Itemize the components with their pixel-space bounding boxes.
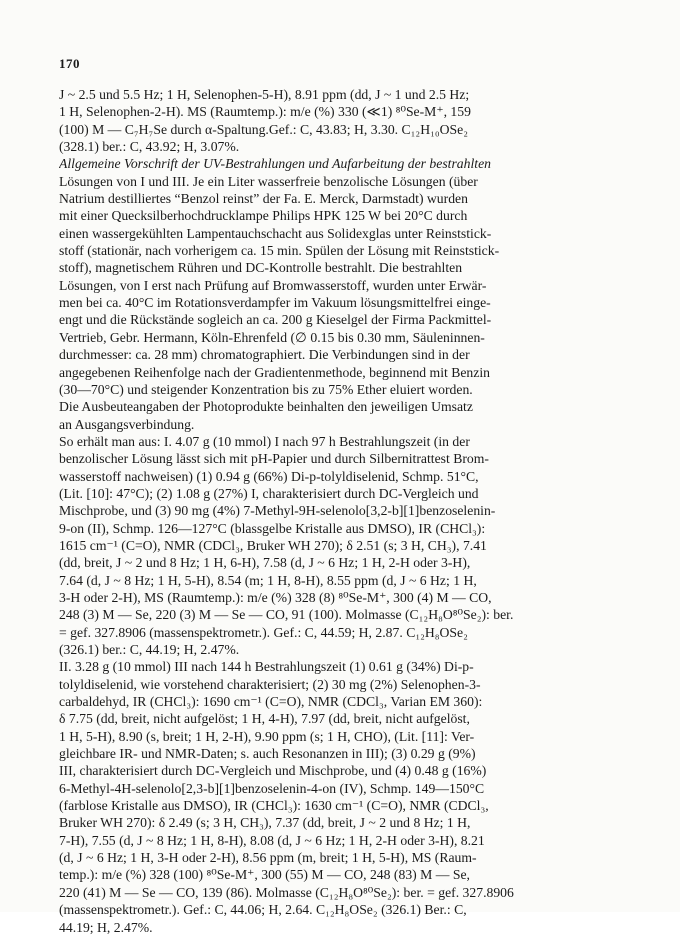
text-line: (100) M — C₇H₇Se durch α-Spaltung.Gef.: C, 43.83; H, 3.30. C₁₂H₁₀OSe₂ <box>59 121 468 137</box>
text-line: stoff), magnetischem Rühren und DC-Kontrolle bestrahlt. Die bestrahlten <box>59 260 463 276</box>
text-line: So erhält man aus: I. 4.07 g (10 mmol) I nach 97 h Bestrahlungszeit (in der <box>59 433 470 449</box>
text-line: stoff (stationär, nach vorherigem ca. 15 min. Spülen der Lösung mit Reinststick- <box>59 243 500 259</box>
page-number: 170 <box>59 56 80 71</box>
text-line: 248 (3) M — Se, 220 (3) M — Se — CO, 91 (100). Molmasse (C₁₂H₈O⁸⁰Se₂): ber. <box>59 607 514 623</box>
text-line: III, charakterisiert durch DC-Vergleich und Mischprobe, und (4) 0.48 g (16%) <box>59 763 487 779</box>
text-line: durchmesser: ca. 28 mm) chromatographiert. Die Verbindungen sind in der <box>59 347 470 363</box>
text-line: temp.): m/e (%) 328 (100) ⁸⁰Se-M⁺, 300 (55) M — CO, 248 (83) M — Se, <box>59 867 470 883</box>
text-line: Natrium destilliertes “Benzol reinst” der Fa. E. Merck, Darmstadt) wurden <box>59 191 468 207</box>
text-line: (dd, breit, J ~ 2 und 8 Hz; 1 H, 6-H), 7.58 (d, J ~ 6 Hz; 1 H, 2-H oder 3-H), <box>59 555 471 571</box>
text-line: (30—70°C) und steigender Konzentration bis zu 75% Ether eluiert worden. <box>59 381 473 397</box>
text-line: II. 3.28 g (10 mmol) III nach 144 h Bestrahlungszeit (1) 0.61 g (34%) Di-p- <box>59 659 474 675</box>
text-line: men bei ca. 40°C im Rotationsverdampfer im Vakuum lösungsmittelfrei einge- <box>59 295 491 311</box>
text-line: an Ausgangsverbindung. <box>59 416 195 432</box>
text-line: (massenspektrometr.). Gef.: C, 44.06; H, 2.64. C₁₂H₈OSe₂ (326.1) Ber.: C, <box>59 902 467 918</box>
text-line: Lösungen von I und III. Je ein Liter wasserfreie benzolische Lösungen (über <box>59 173 478 189</box>
text-line: Bruker WH 270): δ 2.49 (s; 3 H, CH₃), 7.37 (dd, breit, J ~ 2 und 8 Hz; 1 H, <box>59 815 471 831</box>
text-line: (328.1) ber.: C, 43.92; H, 3.07%. <box>59 139 240 155</box>
text-line: 1615 cm⁻¹ (C=O), NMR (CDCl₃, Bruker WH 270); δ 2.51 (s; 3 H, CH₃), 7.41 <box>59 537 487 553</box>
text-line: tolyldiselenid, wie vorstehend charakterisiert; (2) 30 mg (2%) Selenophen-3- <box>59 676 481 692</box>
text-line: mit einer Quecksilberhochdrucklampe Philips HPK 125 W bei 20°C durch <box>59 208 468 224</box>
text-line: δ 7.75 (dd, breit, nicht aufgelöst; 1 H, 4-H), 7.97 (dd, breit, nicht aufgelöst, <box>59 711 470 727</box>
text-line: J ~ 2.5 und 5.5 Hz; 1 H, Selenophen-5-H), 8.91 ppm (dd, J ~ 1 und 2.5 Hz; <box>59 87 470 102</box>
text-line: 220 (41) M — Se — CO, 139 (86). Molmasse (C₁₂H₈O⁸⁰Se₂): ber. = gef. 327.8906 <box>59 884 514 900</box>
text-line: Vertrieb, Gebr. Hermann, Köln-Ehrenfeld (∅ 0.15 bis 0.30 mm, Säuleninnen- <box>59 329 485 345</box>
text-line: gleichbare IR- und NMR-Daten; s. auch Resonanzen in III); (3) 0.29 g (9%) <box>59 746 476 762</box>
text-line: Die Ausbeuteangaben der Photoprodukte beinhalten den jeweiligen Umsatz <box>59 399 473 415</box>
text-line: (d, J ~ 6 Hz; 1 H, 3-H oder 2-H), 8.56 ppm (m, breit; 1 H, 5-H), MS (Raum- <box>59 850 477 866</box>
text-line: (Lit. [10]: 47°C); (2) 1.08 g (27%) I, charakterisiert durch DC-Vergleich und <box>59 485 479 501</box>
text-line: benzolischer Lösung lässt sich mit pH-Papier und durch Silbernitrattest Brom- <box>59 451 489 467</box>
text-line: 9-on (II), Schmp. 126—127°C (blassgelbe Kristalle aus DMSO), IR (CHCl₃): <box>59 520 486 536</box>
text-line: 7-H), 7.55 (d, J ~ 8 Hz; 1 H, 8-H), 8.08 (d, J ~ 6 Hz; 1 H, 2-H oder 3-H), 8.21 <box>59 832 485 848</box>
text-line: 6-Methyl-4H-selenolo[2,3-b][1]benzoselenin-4-on (IV), Schmp. 149—150°C <box>59 780 485 796</box>
text-line: 1 H, 5-H), 8.90 (s, breit; 1 H, 2-H), 9.90 ppm (s; 1 H, CHO), (Lit. [11]: Ver- <box>59 728 475 744</box>
text-line: = gef. 327.8906 (massenspektrometr.). Gef.: C, 44.59; H, 2.87. C₁₂H₈OSe₂ <box>59 624 468 640</box>
text-line: (farblose Kristalle aus DMSO), IR (CHCl₃): 1630 cm⁻¹ (C=O), NMR (CDCl₃, <box>59 798 489 814</box>
text-line: carbaldehyd, IR (CHCl₃): 1690 cm⁻¹ (C=O), NMR (CDCl₃, Varian EM 360): <box>59 694 483 710</box>
text-line: einen wassergekühlten Lampentauchschacht aus Solidexglas unter Reinststick- <box>59 225 492 241</box>
text-line: Mischprobe, und (3) 90 mg (4%) 7-Methyl-9H-selenolo[3,2-b][1]benzoselenin- <box>59 503 496 519</box>
section-heading-line: Allgemeine Vorschrift der UV-Bestrahlungen und Aufarbeitung der bestrahlten <box>59 156 491 172</box>
text-line: Lösungen, von I erst nach Prüfung auf Bromwasserstoff, wurden unter Erwär- <box>59 277 487 293</box>
text-line: 7.64 (d, J ~ 8 Hz; 1 H, 5-H), 8.54 (m; 1 H, 8-H), 8.55 ppm (d, J ~ 6 Hz; 1 H, <box>59 572 477 588</box>
text-line: 44.19; H, 2.47%. <box>59 919 153 935</box>
body-text <box>59 86 635 936</box>
text-line: wasserstoff nachweisen) (1) 0.94 g (66%) Di-p-tolyldiselenid, Schmp. 51°C, <box>59 468 479 484</box>
text-line: engt und die Rückstände sogleich an ca. 200 g Kieselgel der Firma Packmittel- <box>59 312 492 328</box>
text-line: 3-H oder 2-H), MS (Raumtemp.): m/e (%) 328 (8) ⁸⁰Se-M⁺, 300 (4) M — CO, <box>59 589 492 605</box>
text-line: (326.1) ber.: C, 44.19; H, 2.47%. <box>59 642 240 657</box>
text-line: 1 H, Selenophen-2-H). MS (Raumtemp.): m/e (%) 330 (≪1) ⁸⁰Se-M⁺, 159 <box>59 104 471 120</box>
text-line: angegebenen Reihenfolge nach der Gradientenmethode, beginnend mit Benzin <box>59 364 490 380</box>
